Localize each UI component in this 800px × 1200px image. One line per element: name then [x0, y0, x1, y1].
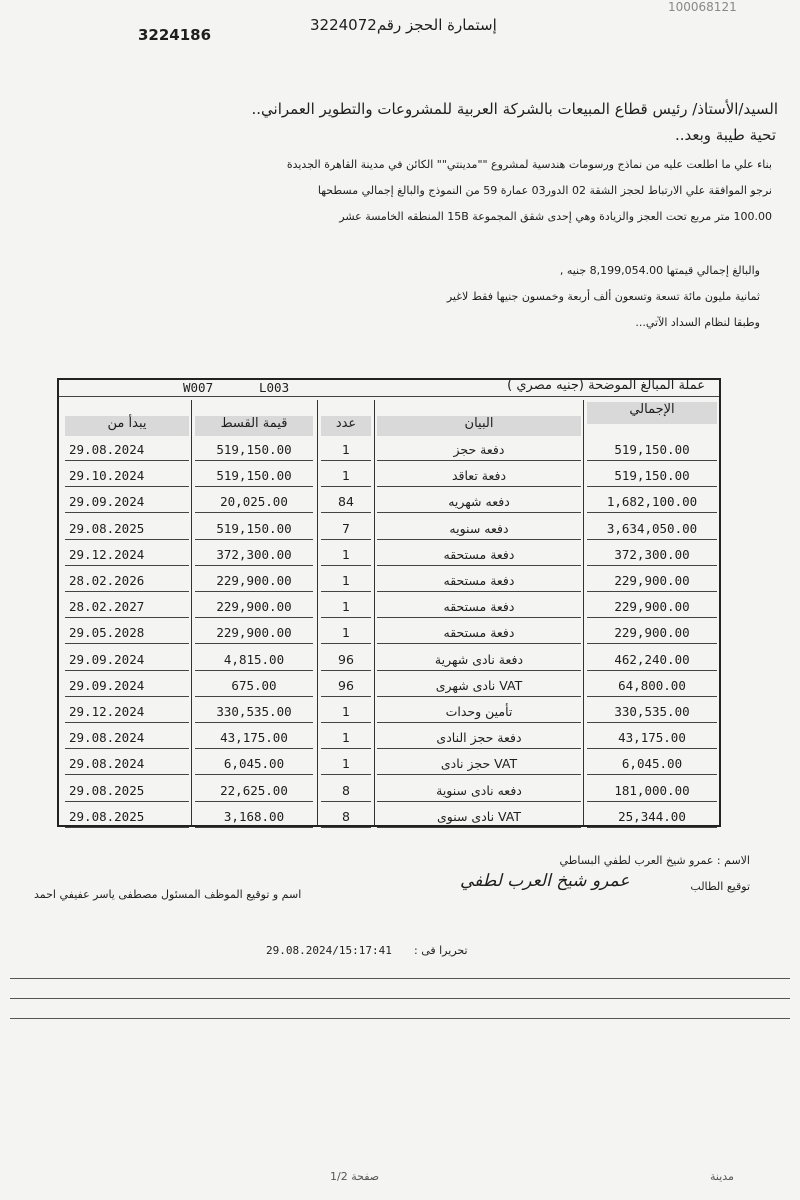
cell-underline — [65, 486, 189, 487]
cell-statement: دفعة مستحقه — [443, 599, 515, 615]
cell-total: 1,682,100.00 — [606, 494, 698, 510]
cell-underline — [65, 774, 189, 775]
cell-underline — [377, 539, 581, 540]
cell-underline — [321, 696, 371, 697]
cell-statement: دفعة مستحقه — [443, 573, 515, 588]
cell-total: 6,045.00 — [621, 756, 683, 772]
cell-total: 229,900.00 — [614, 599, 690, 615]
cell-count: 1 — [342, 468, 350, 484]
cell-underline — [195, 748, 313, 749]
cell-statement: دفعه شهريه — [448, 494, 510, 510]
cell-total: 330,535.00 — [614, 704, 690, 719]
cell-start: 29.08.2024 — [69, 730, 145, 746]
cell-underline — [587, 670, 717, 671]
column-divider — [317, 400, 318, 825]
cell-underline — [195, 774, 313, 775]
cell-installment: 519,150.00 — [216, 520, 292, 536]
cell-underline — [195, 670, 313, 671]
cell-start: 29.09.2024 — [69, 651, 145, 667]
salutation: السيد/الأستاذ/ رئيس قطاع المبيعات بالشركة العربية للمشروعات والتطوير العمراني.. — [251, 100, 778, 118]
cell-underline — [195, 643, 313, 644]
cell-underline — [377, 696, 581, 697]
cell-count: 1 — [342, 730, 350, 746]
cell-underline — [65, 801, 189, 802]
cell-statement: دفعة تعاقد — [451, 468, 507, 484]
cell-underline — [587, 774, 717, 775]
cell-underline — [65, 643, 189, 644]
cell-count: 8 — [342, 782, 350, 798]
banner-divider — [59, 396, 719, 397]
cell-underline — [65, 565, 189, 566]
cell-underline — [587, 512, 717, 513]
cell-installment: 229,900.00 — [216, 599, 292, 615]
cell-underline — [321, 512, 371, 513]
cell-underline — [321, 539, 371, 540]
cell-underline — [377, 512, 581, 513]
cell-installment: 6,045.00 — [223, 756, 285, 772]
cell-underline — [321, 670, 371, 671]
cell-underline — [377, 748, 581, 749]
cell-count: 1 — [342, 546, 350, 562]
payment-system-line: وطبقا لنظام السداد الآتي... — [635, 316, 760, 329]
cell-start: 29.08.2025 — [69, 520, 145, 536]
divider-line — [10, 978, 790, 979]
cell-installment: 229,900.00 — [216, 625, 292, 641]
code-l: L003 — [259, 380, 290, 395]
cell-underline — [377, 460, 581, 461]
cell-underline — [195, 565, 313, 566]
cell-underline — [587, 643, 717, 644]
cell-underline — [195, 827, 313, 828]
cell-underline — [195, 617, 313, 618]
cell-count: 8 — [342, 808, 350, 824]
cell-statement: دفعة حجز — [453, 442, 505, 457]
footer-mark: مدينة — [710, 1170, 734, 1183]
cell-underline — [587, 748, 717, 749]
cell-underline — [65, 827, 189, 828]
cell-underline — [321, 617, 371, 618]
cell-underline — [65, 512, 189, 513]
cell-start: 29.08.2024 — [69, 442, 145, 457]
cell-count: 96 — [338, 677, 354, 693]
header-installment: قيمة القسط — [195, 416, 313, 436]
cell-statement: دفعة نادى شهرية — [434, 651, 524, 667]
cell-underline — [65, 460, 189, 461]
amount-in-words: ثمانية مليون مائة تسعة وتسعون ألف أربعة وخمسون جنيها فقط لاغير — [446, 290, 760, 303]
cell-underline — [377, 565, 581, 566]
cell-total: 64,800.00 — [618, 677, 686, 693]
cell-installment: 4,815.00 — [223, 651, 285, 667]
issued-label: تحريرا فى : — [414, 944, 468, 957]
cell-installment: 20,025.00 — [220, 494, 288, 510]
header-statement: البيان — [377, 416, 581, 436]
cell-total: 519,150.00 — [614, 442, 690, 457]
cell-underline — [195, 801, 313, 802]
cell-underline — [587, 460, 717, 461]
cell-underline — [321, 460, 371, 461]
body-line: بناء علي ما اطلعت عليه من نماذج ورسومات هندسية لمشروع ""مدينتي"" الكائن في مدينة القاهرة الجديدة — [286, 158, 772, 171]
cell-statement: VAT نادى سنوى — [436, 808, 522, 824]
cell-underline — [321, 774, 371, 775]
cell-start: 29.10.2024 — [69, 468, 145, 484]
cell-underline — [587, 827, 717, 828]
header-count: عدد — [321, 416, 371, 436]
cell-total: 25,344.00 — [618, 808, 686, 824]
cell-start: 29.09.2024 — [69, 494, 145, 510]
cell-total: 3,634,050.00 — [606, 520, 698, 536]
cell-start: 29.08.2025 — [69, 782, 145, 798]
cell-underline — [377, 827, 581, 828]
cell-underline — [195, 591, 313, 592]
cell-start: 29.05.2028 — [69, 625, 145, 641]
cell-underline — [195, 460, 313, 461]
cell-underline — [587, 486, 717, 487]
cell-total: 229,900.00 — [614, 625, 690, 641]
cell-underline — [377, 617, 581, 618]
greeting: تحية طيبة وبعد.. — [674, 126, 776, 144]
cell-underline — [587, 696, 717, 697]
column-divider — [374, 400, 375, 825]
cell-underline — [587, 591, 717, 592]
cell-installment: 229,900.00 — [216, 573, 292, 588]
cell-underline — [587, 617, 717, 618]
cell-total: 462,240.00 — [614, 651, 690, 667]
cell-count: 84 — [338, 494, 354, 510]
cell-underline — [377, 670, 581, 671]
cell-statement: VAT نادى شهرى — [435, 677, 523, 693]
cell-underline — [321, 565, 371, 566]
divider-line — [10, 1018, 790, 1019]
cell-installment: 675.00 — [231, 677, 277, 693]
cell-statement: دفعة حجز النادى — [436, 730, 522, 746]
header-start: يبدأ من — [65, 416, 189, 436]
cell-underline — [587, 565, 717, 566]
document-number: 100068121 — [668, 0, 737, 14]
cell-underline — [65, 696, 189, 697]
cell-underline — [65, 722, 189, 723]
cell-start: 29.12.2024 — [69, 704, 145, 719]
payment-table — [57, 378, 721, 827]
cell-underline — [377, 591, 581, 592]
cell-underline — [321, 801, 371, 802]
currency-label: عملة المبالغ الموضحة (جنيه مصري ) — [507, 378, 705, 393]
cell-count: 1 — [342, 756, 350, 772]
header-total: الإجمالي — [587, 402, 717, 424]
cell-underline — [195, 486, 313, 487]
cell-underline — [321, 591, 371, 592]
reference-number: 3224186 — [138, 26, 212, 44]
cell-underline — [195, 722, 313, 723]
cell-statement: تأمين وحدات — [445, 704, 513, 719]
cell-start: 28.02.2027 — [69, 599, 145, 615]
cell-count: 7 — [342, 520, 350, 536]
cell-installment: 3,168.00 — [223, 808, 285, 824]
cell-statement: دفعه نادى سنوية — [436, 782, 522, 798]
cell-count: 1 — [342, 704, 350, 719]
cell-underline — [321, 827, 371, 828]
cell-statement: دفعة مستحقه — [443, 625, 515, 641]
cell-underline — [377, 486, 581, 487]
cell-start: 29.08.2025 — [69, 808, 145, 824]
cell-total: 181,000.00 — [614, 782, 690, 798]
cell-start: 29.09.2024 — [69, 677, 145, 693]
column-divider — [191, 400, 192, 825]
cell-underline — [65, 748, 189, 749]
cell-underline — [377, 801, 581, 802]
body-line: نرجو الموافقة علي الارتباط لحجز الشقة 02 الدور03 عمارة 59 من النموذج والبالغ إجمالي مسطحها — [317, 184, 772, 197]
cell-underline — [195, 696, 313, 697]
form-title: إستمارة الحجز رقم3224072 — [310, 16, 497, 34]
cell-statement: دفعة مستحقه — [443, 546, 515, 562]
page-number: صفحة 1/2 — [330, 1170, 380, 1183]
cell-underline — [321, 722, 371, 723]
cell-total: 229,900.00 — [614, 573, 690, 588]
cell-underline — [377, 774, 581, 775]
cell-underline — [321, 643, 371, 644]
applicant-signature: عمرو شيخ العرب لطفي — [460, 871, 630, 891]
applicant-name: الاسم : عمرو شيخ العرب لطفي البساطي — [559, 854, 750, 867]
column-divider — [583, 400, 584, 825]
cell-count: 1 — [342, 573, 350, 588]
cell-underline — [587, 539, 717, 540]
applicant-signature-label: توقيع الطالب — [690, 880, 750, 893]
cell-underline — [195, 539, 313, 540]
cell-underline — [195, 512, 313, 513]
cell-installment: 330,535.00 — [216, 704, 292, 719]
cell-underline — [321, 748, 371, 749]
body-line: 100.00 متر مربع تحت العجز والزيادة وهي إحدى شقق المجموعة 15B المنطقه الخامسة عشر — [339, 210, 772, 223]
cell-start: 29.12.2024 — [69, 546, 145, 562]
issued-datetime: 29.08.2024/15:17:41 — [266, 944, 392, 957]
cell-start: 28.02.2026 — [69, 573, 145, 588]
cell-count: 1 — [342, 442, 350, 457]
cell-statement: VAT حجز نادى — [440, 756, 518, 772]
cell-total: 519,150.00 — [614, 468, 690, 484]
cell-total: 43,175.00 — [618, 730, 686, 746]
cell-count: 96 — [338, 651, 354, 667]
cell-count: 1 — [342, 599, 350, 615]
officer-line: اسم و توقيع الموظف المسئول مصطفى ياسر عفيفي احمد — [34, 888, 302, 901]
cell-underline — [321, 486, 371, 487]
cell-installment: 519,150.00 — [216, 468, 292, 484]
cell-statement: دفعه سنويه — [449, 520, 509, 536]
cell-count: 1 — [342, 625, 350, 641]
cell-underline — [587, 801, 717, 802]
cell-underline — [65, 670, 189, 671]
cell-underline — [65, 591, 189, 592]
cell-underline — [377, 643, 581, 644]
divider-line — [10, 998, 790, 999]
code-w: W007 — [183, 380, 214, 395]
cell-underline — [65, 539, 189, 540]
cell-installment: 43,175.00 — [220, 730, 288, 746]
cell-installment: 372,300.00 — [216, 546, 292, 562]
cell-installment: 22,625.00 — [220, 782, 288, 798]
cell-start: 29.08.2024 — [69, 756, 145, 772]
total-amount-line: والبالغ إجمالي قيمتها 8,199,054.00 جنيه , — [559, 264, 760, 277]
cell-total: 372,300.00 — [614, 546, 690, 562]
cell-underline — [65, 617, 189, 618]
cell-installment: 519,150.00 — [216, 442, 292, 457]
cell-underline — [377, 722, 581, 723]
cell-underline — [587, 722, 717, 723]
